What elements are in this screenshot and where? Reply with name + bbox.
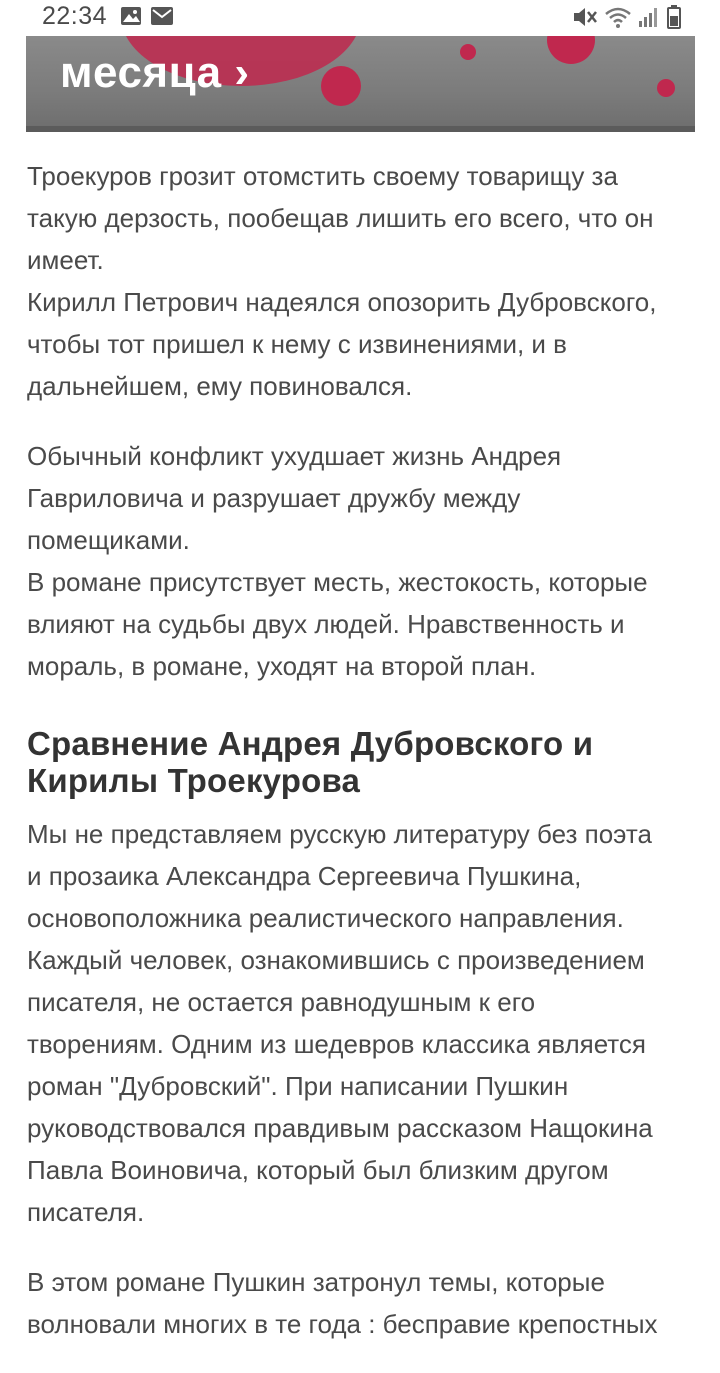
text-line: волновали многих в те года : бесправие крепостных — [27, 1309, 658, 1339]
text-line: основоположника реалистического направления. — [27, 903, 624, 933]
heading-line: Сравнение Андрея Дубровского и — [27, 725, 594, 762]
text-line: Гавриловича и разрушает дружбу между — [27, 483, 521, 513]
status-time: 22:34 — [42, 2, 108, 30]
text-line: Обычный конфликт ухудшает жизнь Андрея — [27, 441, 562, 471]
text-line: творениям. Одним из шедевров классика является — [27, 1029, 646, 1059]
text-line: писателя. — [27, 1197, 145, 1227]
section-heading — [27, 725, 697, 799]
signal-icon — [638, 5, 660, 34]
text-line: имеет. — [27, 245, 104, 275]
text-line: Павла Воиновича, который был близким другом — [27, 1155, 609, 1185]
battery-icon — [666, 4, 682, 35]
text-line: чтобы тот пришел к нему с извинениями, и в — [27, 329, 567, 359]
text-line: и прозаика Александра Сергеевича Пушкина, — [27, 861, 582, 891]
text-line: влияют на судьбы двух людей. Нравственность и — [27, 609, 625, 639]
heading-line: Кирилы Троекурова — [27, 762, 361, 799]
article-body — [27, 155, 697, 1373]
text-line: писателя, не остается равнодушным к его — [27, 987, 536, 1017]
wifi-icon — [604, 5, 632, 34]
text-line: В романе присутствует месть, жестокость, которые — [27, 567, 648, 597]
text-line: В этом романе Пушкин затронул темы, которые — [27, 1267, 605, 1297]
mail-icon — [150, 6, 174, 31]
paragraph-1 — [27, 155, 697, 407]
paragraph-2 — [27, 435, 697, 687]
text-line: помещиками. — [27, 525, 190, 555]
text-line: Каждый человек, ознакомившись с произведением — [27, 945, 645, 975]
mute-icon — [572, 5, 598, 34]
text-line: Кирилл Петрович надеялся опозорить Дубровского, — [27, 287, 657, 317]
text-line: такую дерзость, пообещав лишить его всего, что он — [27, 203, 654, 233]
promo-banner[interactable] — [26, 36, 695, 132]
status-bar — [0, 0, 720, 36]
text-line: дальнейшем, ему повиновался. — [27, 371, 413, 401]
image-icon — [120, 6, 142, 31]
banner-title[interactable]: месяца › — [60, 48, 250, 97]
text-line: руководствовался правдивым рассказом Нащокина — [27, 1113, 653, 1143]
text-line: Троекуров грозит отомстить своему товарищу за — [27, 161, 618, 191]
text-line: роман "Дубровский". При написании Пушкин — [27, 1071, 569, 1101]
paragraph-3 — [27, 813, 697, 1233]
text-line: мораль, в романе, уходят на второй план. — [27, 651, 537, 681]
text-line: Мы не представляем русскую литературу без поэта — [27, 819, 652, 849]
paragraph-4 — [27, 1261, 697, 1345]
